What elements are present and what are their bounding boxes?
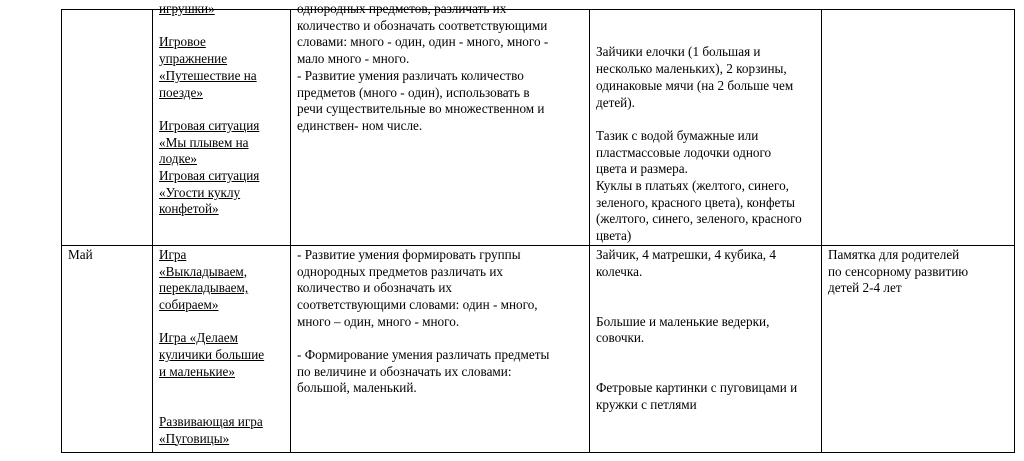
game-title: Игровая ситуация «Мы плывем на лодке»	[159, 117, 260, 167]
game-title: Игра «Делаем куличики большие и маленькие»	[159, 330, 265, 379]
goal-text: - Формирование умения различать предметы по величине и обозначать их словами: большой, маленький.	[297, 347, 550, 396]
materials-cell	[590, 10, 822, 246]
table-row	[62, 10, 1015, 246]
month-cell	[62, 10, 153, 246]
games-cell	[153, 245, 291, 452]
materials-text: Тазик с водой бумажные или пластмассовые лодочки одного цвета и размера. Куклы в платьях (желтого, синего, зеленого, красного цвета), конфеты (желтого, синего, зеленого, красного цвета)	[596, 127, 802, 244]
game-title: Игровая ситуация «Угости куклу конфетой»	[159, 168, 260, 217]
month-cell	[62, 245, 153, 452]
parents-cell	[822, 10, 1015, 246]
goal-text: однородных предметов, различать их количество и обозначать соответствующими словами: много - один, один - много, много - мало много - много.	[297, 1, 549, 67]
materials-text: Зайчики елочки (1 большая и несколько маленьких), 2 корзины, одинаковые мячи (на 2 больше чем детей).	[596, 44, 794, 110]
goals-cell	[291, 1, 590, 246]
game-title: игрушки»	[159, 1, 215, 16]
lesson-plan-table	[61, 1, 1015, 453]
games-cell	[153, 1, 291, 246]
materials-text: Фетровые картинки с пуговицами и кружки с петлями	[596, 380, 798, 413]
game-title: Развивающая игра «Пуговицы»	[159, 413, 263, 446]
goal-text: - Развитие умения формировать группы однородных предметов различать их количество и обозначать их соответствующими словами: один - много, много – один, много - много.	[297, 246, 538, 329]
goals-cell	[291, 245, 590, 452]
parents-text: Памятка для родителей по сенсорному развитию детей 2-4 лет	[828, 246, 969, 296]
materials-text: Большие и маленькие ведерки, совочки.	[596, 313, 770, 346]
table-row	[62, 245, 1015, 452]
game-title: Игровое упражнение «Путешествие на поезде»	[159, 34, 257, 100]
goal-text: - Развитие умения различать количество предметов (много - один), использовать в речи существительные во множественном и единствен- ном числе.	[297, 67, 545, 133]
month-label: Май	[68, 246, 93, 262]
materials-text: Зайчик, 4 матрешки, 4 кубика, 4 колечка.	[596, 246, 776, 279]
materials-cell	[590, 245, 822, 452]
parents-cell	[822, 245, 1015, 452]
game-title: Игра «Выкладываем, перекладываем, собираем»	[159, 246, 249, 312]
